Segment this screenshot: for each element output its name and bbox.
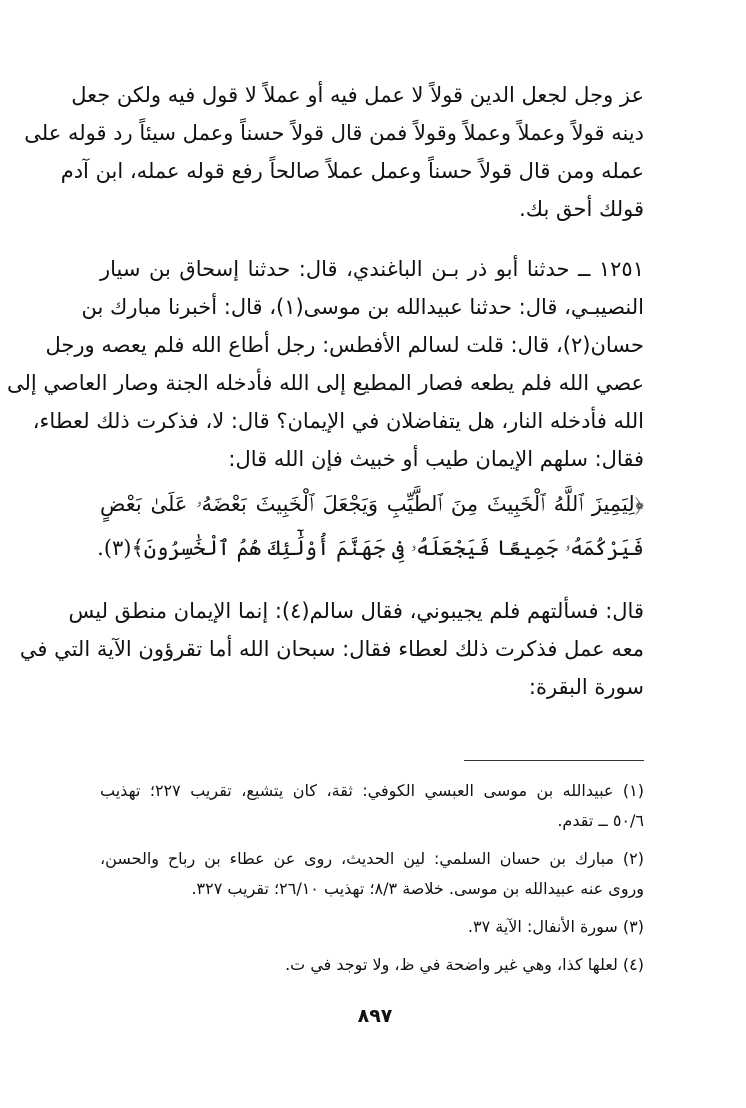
footnote-2-line-1: (٢) مبارك بن حسان السلمي: لين الحديث، روى عن عطاء بن رباح والحسن، [100, 849, 644, 868]
top-paragraph-line-3: عمله ومن قال قولاً حسناً وعمل عملاً صالحاً رفع قوله عمله، ابن آدم [60, 159, 644, 183]
hadith-line-6: فقال: سلهم الإيمان طيب أو خبيث فإن الله قال: [228, 447, 644, 471]
paragraph-after-line-1: قال: فسألتهم فلم يجيبوني، فقال سالم(٤): إنما الإيمان منطق ليس [68, 599, 644, 623]
footnote-1-line-2: ٥٠/٦ ــ تقدم. [557, 811, 644, 830]
hadith-line-1: ١٢٥١ ــ حدثنا أبو ذر بـن الباغندي، قال: حدثنا إسحاق بن سيار [100, 257, 644, 281]
page-number: ٨٩٧ [357, 1005, 393, 1027]
hadith-line-4: عصي الله فلم يطعه فصار المطيع إلى الله فأدخله الجنة وصار العاصي إلى [6, 371, 644, 395]
footnote-3: (٣) سورة الأنفال: الآية ٣٧. [467, 917, 644, 936]
top-paragraph-line-1: عز وجل لجعل الدين قولاً لا عمل فيه أو عملاً لا قول فيه ولكن جعل [71, 83, 644, 107]
hadith-line-2: النصيبـي، قال: حدثنا عبيدالله بن موسى(١)، قال: أخبرنا مبارك بن [81, 295, 644, 319]
footnote-1-line-1: (١) عبيدالله بن موسى العبسي الكوفي: ثقة، كان يتشيع، تقريب ٢٢٧؛ تهذيب [100, 781, 644, 800]
quran-verse-line-1: ﴿لِيَمِيزَ ٱللَّهُ ٱلْخَبِيثَ مِنَ ٱلطَّيِّبِ وَيَجْعَلَ ٱلْخَبِيثَ بَعْضَهُۥ عَلَىٰ بَعْضٍ [100, 492, 644, 516]
footnote-2-line-2: وروى عنه عبيدالله بن موسى. خلاصة ٨/٣؛ تهذيب ٢٦/١٠؛ تقريب ٣٢٧. [191, 879, 644, 898]
hadith-line-5: الله فأدخله النار، هل يتفاضلان في الإيمان؟ قال: لا، فذكرت ذلك لعطاء، [32, 409, 644, 433]
hadith-line-3: حسان(٢)، قال: قلت لسالم الأفطس: رجل أطاع الله فلم يعصه ورجل [45, 333, 644, 357]
quran-verse-line-2: فَيَرْكُمَهُۥ جَمِيعًا فَيَجْعَلَهُۥ فِى جَهَنَّمَ أُوْلَٰٓئِكَ هُمُ ٱلْخَٰسِرُونَ﴾(٣). [97, 536, 644, 560]
top-paragraph-line-4: قولك أحق بك. [519, 197, 644, 221]
footnote-separator [464, 760, 644, 761]
paragraph-after-line-2: معه عمل فذكرت ذلك لعطاء فقال: سبحان الله أما تقرؤون الآية التي في [19, 637, 644, 661]
top-paragraph-line-2: دينه قولاً وعملاً وعملاً وقولاً فمن قال قولاً حسناً وعمل سيئاً رد قوله على [24, 121, 644, 145]
footnote-4: (٤) لعلها كذا، وهي غير واضحة في ظ، ولا توجد في ت. [285, 955, 644, 974]
paragraph-after-line-3: سورة البقرة: [528, 675, 644, 699]
